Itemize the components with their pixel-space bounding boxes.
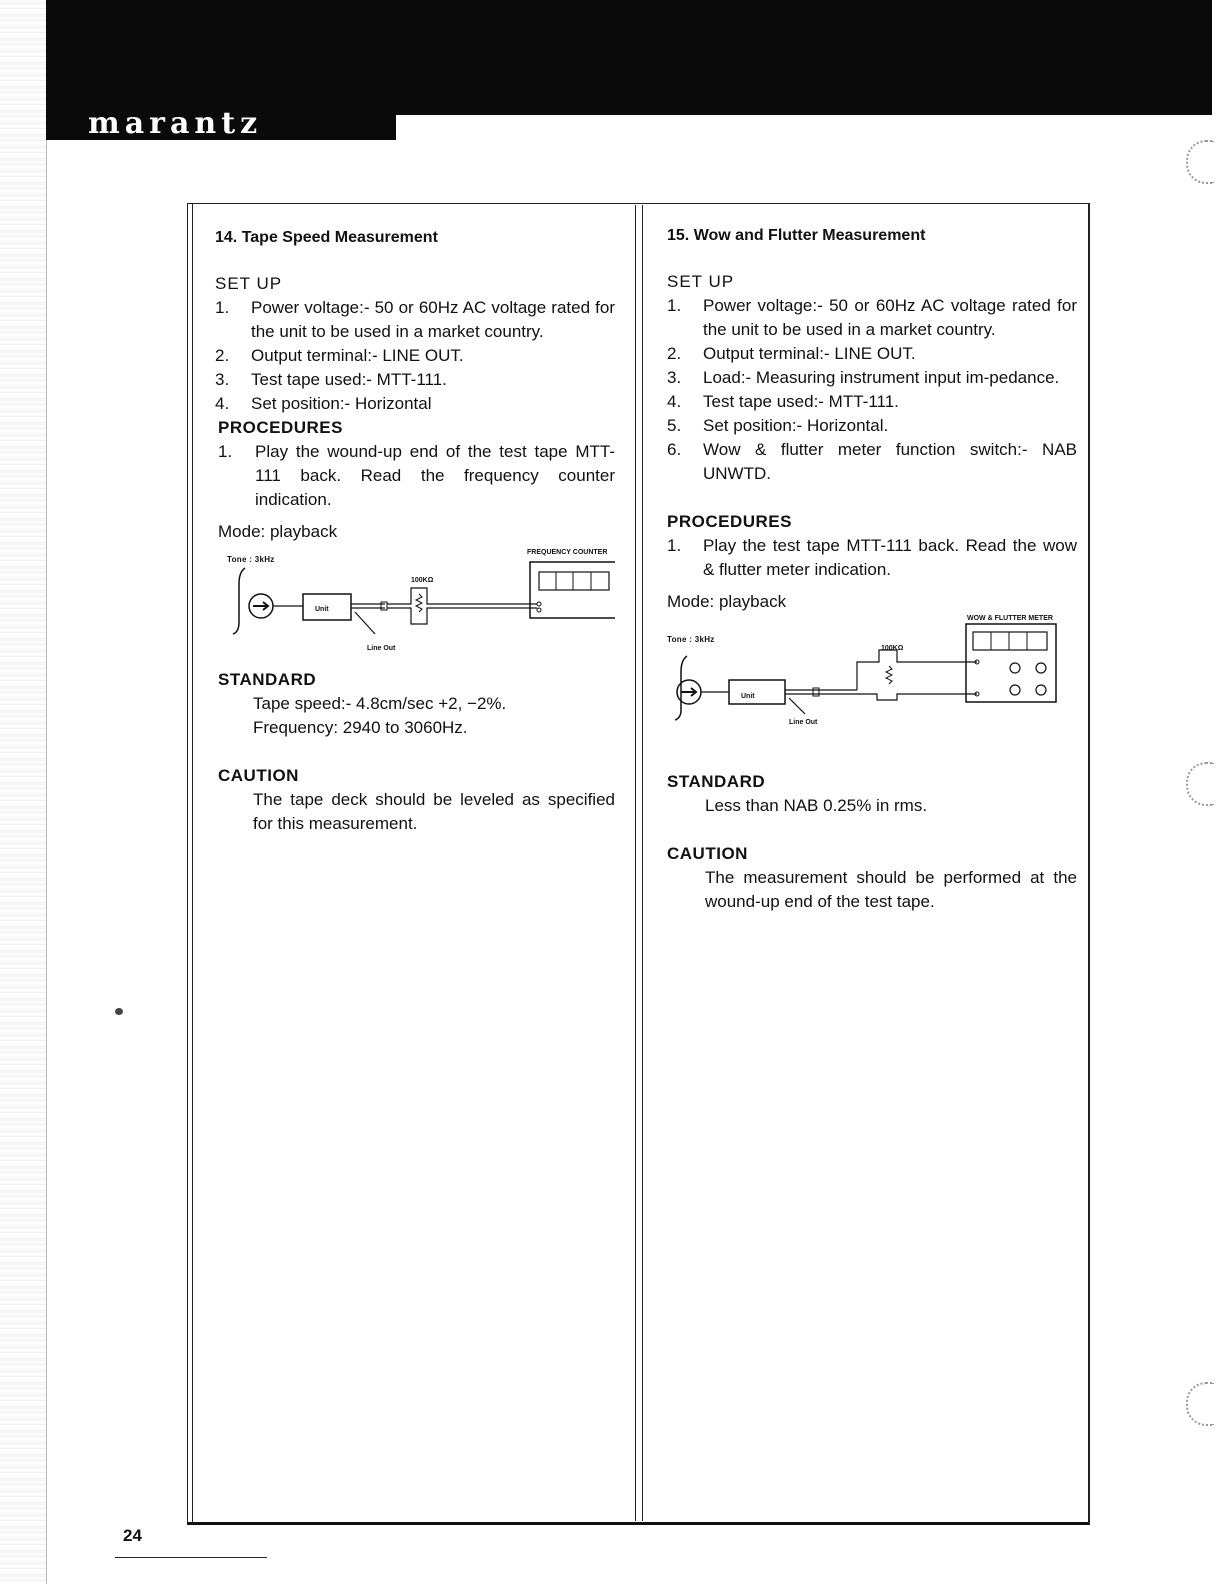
- caution-text: The measurement should be performed at the wound-up end of the test tape.: [705, 868, 1077, 911]
- mode-label: Mode: playback: [218, 522, 338, 541]
- section-tape-speed: [215, 226, 615, 836]
- line-out-label: Line Out: [789, 719, 818, 726]
- procedures-heading: PROCEDURES: [218, 418, 343, 437]
- unit-label: Unit: [315, 606, 329, 613]
- tape-speed-diagram: [215, 544, 615, 654]
- standard-text: Less than NAB 0.25% in rms.: [705, 796, 928, 815]
- brand-logo: marantz: [88, 106, 263, 141]
- wow-flutter-diagram: [667, 614, 1067, 732]
- caution-heading: CAUTION: [667, 844, 748, 863]
- procedure-list: [215, 440, 615, 512]
- procedures-heading: PROCEDURES: [667, 512, 792, 531]
- caution-text: The tape deck should be leveled as specified for this measurement.: [253, 790, 615, 833]
- list-item: 1. Power voltage:- 50 or 60Hz AC voltage rated for the unit to be used in a market country.: [215, 298, 615, 341]
- procedure-list: [667, 534, 1077, 582]
- frame-inner-line: [192, 203, 193, 1523]
- footer-rule: [115, 1557, 267, 1558]
- scan-dot: [115, 1008, 123, 1015]
- resistor-label: 100KΩ: [881, 645, 904, 652]
- list-item: 4. Test tape used:- MTT-111.: [667, 392, 899, 411]
- header-band: [46, 0, 1212, 115]
- caution-heading: CAUTION: [218, 766, 299, 785]
- scan-edge-texture: [0, 0, 46, 1584]
- list-item: 3. Load:- Measuring instrument input im-pedance.: [667, 368, 1060, 387]
- list-item: 1. Play the wound-up end of the test tape MTT-111 back. Read the frequency counter indication.: [218, 442, 615, 509]
- mode-label: Mode: playback: [667, 592, 787, 611]
- binder-hole-mark: [1186, 762, 1214, 806]
- list-item: 2. Output terminal:- LINE OUT.: [215, 346, 464, 365]
- standard-heading: STANDARD: [218, 670, 317, 689]
- setup-heading: SET UP: [215, 274, 283, 293]
- section-title: 15. Wow and Flutter Measurement: [667, 227, 926, 244]
- line-out-label: Line Out: [367, 645, 396, 652]
- list-item: 1. Power voltage:- 50 or 60Hz AC voltage rated for the unit to be used in a market country.: [667, 296, 1077, 339]
- list-item: 5. Set position:- Horizontal.: [667, 416, 889, 435]
- tone-label: Tone : 3kHz: [227, 555, 275, 564]
- binder-hole-mark: [1186, 140, 1214, 184]
- setup-list: [215, 296, 615, 416]
- list-item: 1. Play the test tape MTT-111 back. Read the wow & flutter meter indication.: [667, 536, 1077, 579]
- tone-label: Tone : 3kHz: [667, 635, 715, 644]
- standard-text: Tape speed:- 4.8cm/sec +2, −2%. Frequency: 2940 to 3060Hz.: [253, 694, 507, 737]
- list-item: 6. Wow & flutter meter function switch:- NAB UNWTD.: [667, 440, 1077, 483]
- column-divider: [642, 205, 643, 1521]
- list-item: 2. Output terminal:- LINE OUT.: [667, 344, 916, 363]
- page-number: 24: [123, 1526, 142, 1545]
- list-item: 3. Test tape used:- MTT-111.: [215, 370, 447, 389]
- standard-heading: STANDARD: [667, 772, 766, 791]
- list-item: 4. Set position:- Horizontal: [215, 394, 432, 413]
- column-divider: [635, 205, 636, 1521]
- setup-heading: SET UP: [667, 272, 735, 291]
- unit-label: Unit: [741, 693, 755, 700]
- meter-label: WOW & FLUTTER METER: [967, 615, 1053, 622]
- scan-edge-line: [46, 0, 47, 1584]
- meter-label: FREQUENCY COUNTER: [527, 549, 608, 556]
- section-title: 14. Tape Speed Measurement: [215, 229, 438, 246]
- binder-hole-mark: [1186, 1382, 1214, 1426]
- setup-list: [667, 294, 1077, 486]
- section-wow-flutter: [667, 224, 1077, 914]
- resistor-label: 100KΩ: [411, 577, 434, 584]
